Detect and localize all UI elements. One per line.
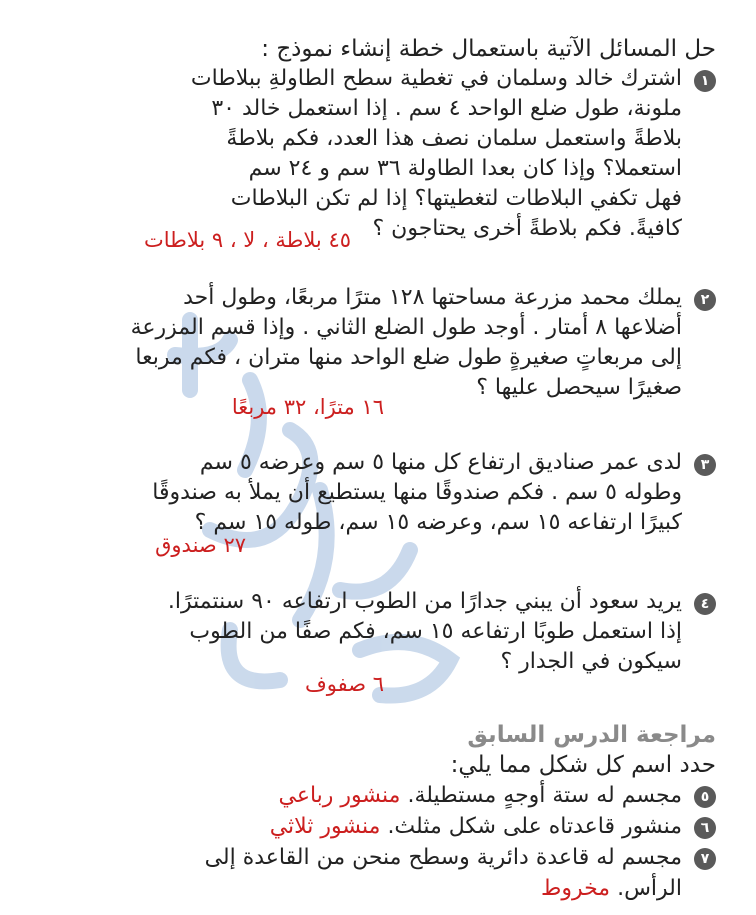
- problem-line: كافيةً. فكم بلاطةً أخرى يحتاجون ؟: [372, 216, 682, 241]
- problem-1: [46, 64, 716, 244]
- question-text: مجسم له ستة أوجهٍ مستطيلة.: [407, 783, 682, 808]
- review-question: [46, 811, 682, 842]
- answer-6: منشور ثلاثي: [269, 814, 381, 839]
- question-text: الرأس.: [617, 876, 682, 901]
- problem-line: لدى عمر صناديق ارتفاع كل منها ٥ سم وعرضه ٥ سم: [199, 450, 682, 475]
- problem-number-badge: ٢: [694, 289, 716, 311]
- problem-line: استعملا؟ وإذا كان بعدا الطاولة ٣٦ سم و ٢٤ سم: [248, 156, 682, 181]
- problem-line: إلى مربعاتٍ صغيرةٍ طول ضلع الواحد منها متران ، فكم مربعا: [135, 345, 682, 370]
- question-line: [46, 873, 682, 904]
- review-question: [46, 780, 682, 811]
- problem-2: [46, 283, 716, 403]
- review-item-7: [46, 842, 716, 904]
- problem-text: [46, 448, 682, 538]
- problem-line: بلاطةً واستعمل سلمان نصف هذا العدد، فكم بلاطةً: [226, 126, 682, 151]
- problem-text: [46, 283, 682, 403]
- answer-3: ٢٧ صندوق: [155, 533, 246, 557]
- review-instructions: حدد اسم كل شكل مما يلي:: [450, 752, 716, 778]
- instructions-heading: حل المسائل الآتية باستعمال خطة إنشاء نموذج :: [261, 36, 716, 62]
- problem-line: إذا استعمل طوبًا ارتفاعه ١٥ سم، فكم صفًا من الطوب: [189, 619, 682, 644]
- problem-line: وطوله ٥ سم . فكم صندوقًا منها يستطيع أن يملأ به صندوقًا: [152, 480, 682, 505]
- review-item-5: [46, 780, 716, 811]
- problem-number-badge: ٦: [694, 817, 716, 839]
- answer-2: ١٦ مترًا، ٣٢ مربعًا: [231, 395, 384, 419]
- review-item-6: [46, 811, 716, 842]
- answer-7: مخروط: [540, 876, 611, 901]
- problem-line: يملك محمد مزرعة مساحتها ١٢٨ مترًا مربعًا، وطول أحد: [183, 285, 682, 310]
- problem-line: اشترك خالد وسلمان في تغطية سطح الطاولةِ ببلاطات: [190, 66, 682, 91]
- problem-line: صغيرًا سيحصل عليها ؟: [476, 375, 682, 400]
- review-section-title: مراجعة الدرس السابق: [467, 722, 716, 748]
- problem-number-badge: ٣: [694, 454, 716, 476]
- answer-4: ٦ صفوف: [304, 672, 384, 696]
- answer-1: ٤٥ بلاطة ، لا ، ٩ بلاطات: [143, 228, 351, 252]
- problem-number-badge: ٤: [694, 593, 716, 615]
- problem-number-badge: ١: [694, 70, 716, 92]
- problem-line: كبيرًا ارتفاعه ١٥ سم، وعرضه ١٥ سم، طوله ١٥ سم ؟: [194, 510, 682, 535]
- problem-text: [46, 64, 682, 244]
- problem-text: [46, 587, 682, 677]
- question-text: منشور قاعدتاه على شكل مثلث.: [387, 814, 682, 839]
- question-line: مجسم له قاعدة دائرية وسطح منحن من القاعدة إلى: [204, 845, 682, 870]
- review-question: [46, 842, 682, 904]
- problem-line: أضلاعها ٨ أمتار . أوجد طول الضلع الثاني . وإذا قسم المزرعة: [130, 315, 682, 340]
- problem-line: ملونة، طول ضلع الواحد ٤ سم . إذا استعمل خالد ٣٠: [211, 96, 682, 121]
- problem-4: [46, 587, 716, 677]
- problem-number-badge: ٥: [694, 786, 716, 808]
- answer-5: منشور رباعي: [278, 783, 401, 808]
- problem-line: يريد سعود أن يبني جدارًا من الطوب ارتفاعه ٩٠ سنتمترًا.: [167, 589, 682, 614]
- problem-3: [46, 448, 716, 538]
- problem-number-badge: ٧: [694, 848, 716, 870]
- problem-line: سيكون في الجدار ؟: [500, 649, 682, 674]
- problem-line: فهل تكفي البلاطات لتغطيتها؟ إذا لم تكن البلاطات: [230, 186, 682, 211]
